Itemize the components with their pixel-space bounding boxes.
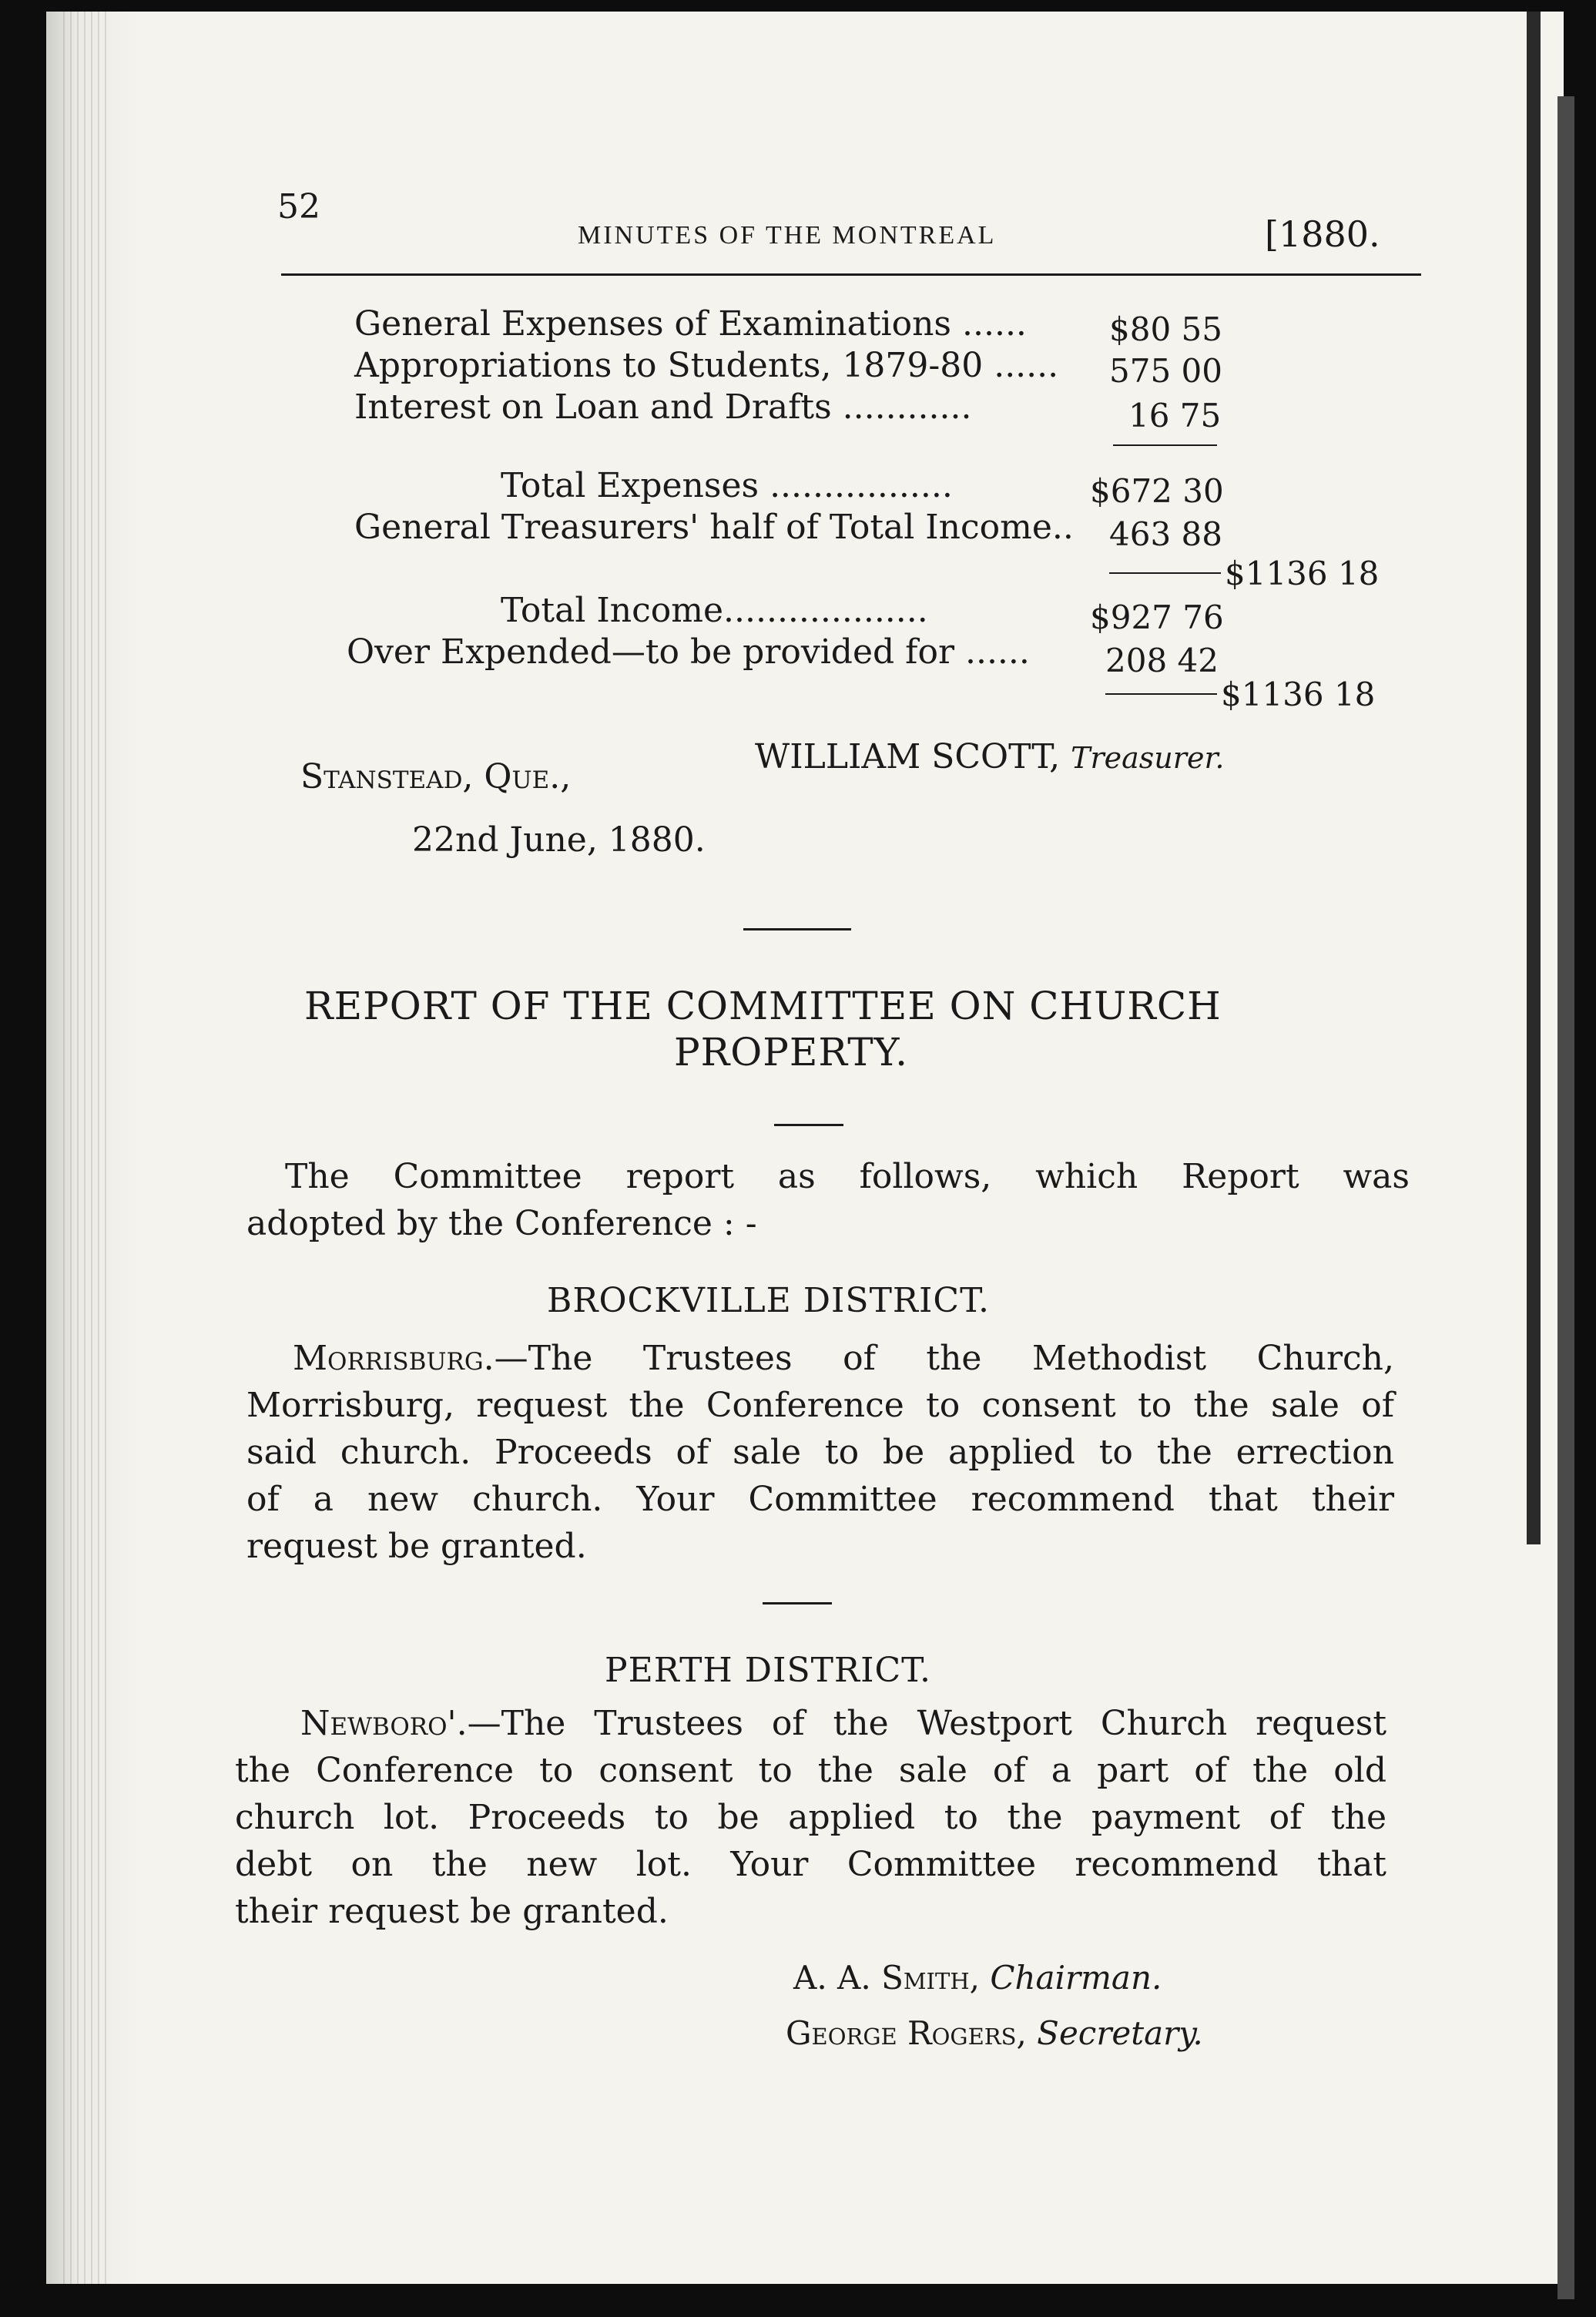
- section-paragraph-line: church lot. Proceeds to be applied to the payment of the: [235, 1798, 1386, 1837]
- subtotal-rule: [1113, 444, 1217, 446]
- section-paragraph-line: Newboro'.—The Trustees of the Westport Church request: [300, 1704, 1386, 1743]
- page-content: [46, 12, 1564, 2284]
- secretary-signature: George Rogers, Secretary.: [786, 2014, 1203, 2052]
- account-line-label: Interest on Loan and Drafts ............: [354, 387, 972, 427]
- section-paragraph-line: said church. Proceeds of sale to be applied to the errection: [246, 1433, 1394, 1472]
- account-line-amount: $927 76: [1090, 599, 1224, 636]
- treasurer-signature: WILLIAM SCOTT, Treasurer.: [755, 737, 1225, 776]
- chairman-signature: A. A. Smith, Chairman.: [793, 1959, 1162, 1997]
- section-paragraph-line: Morrisburg, request the Conference to consent to the sale of: [246, 1386, 1394, 1425]
- account-line-amount: 575 00: [1109, 352, 1222, 390]
- account-line-amount: 208 42: [1105, 642, 1219, 679]
- account-line-label: General Expenses of Examinations ......: [354, 304, 1027, 344]
- title-divider: [774, 1124, 843, 1126]
- account-line-label: Total Income...................: [501, 591, 928, 630]
- account-line-amount: 463 88: [1109, 515, 1222, 553]
- report-title-line1: REPORT OF THE COMMITTEE ON CHURCH: [304, 984, 1222, 1028]
- account-line-total: $1136 18: [1221, 676, 1376, 713]
- section-paragraph-line: of a new church. Your Committee recommend that their: [246, 1480, 1394, 1519]
- sum-rule: [1105, 693, 1217, 695]
- section-divider: [743, 928, 851, 930]
- account-line-total: $1136 18: [1225, 555, 1380, 592]
- report-place: Stanstead, Que.,: [300, 757, 572, 796]
- book-page: [46, 12, 1564, 2284]
- section-paragraph-line: the Conference to consent to the sale of a part of the old: [235, 1751, 1386, 1790]
- account-line-amount: $672 30: [1090, 472, 1224, 510]
- account-line-label: General Treasurers' half of Total Income..: [354, 508, 1074, 547]
- section-lead: Morrisburg.: [293, 1339, 495, 1378]
- account-line-label: Total Expenses .................: [501, 466, 953, 505]
- section-divider: [763, 1602, 832, 1604]
- section-paragraph-line: Morrisburg.—The Trustees of the Methodist Church,: [293, 1339, 1394, 1378]
- section-paragraph-line: their request be granted.: [235, 1892, 669, 1931]
- section-paragraph-line: debt on the new lot. Your Committee recommend that: [235, 1845, 1386, 1884]
- account-line-amount: $80 55: [1109, 310, 1222, 348]
- report-intro-line: adopted by the Conference : -: [246, 1204, 757, 1243]
- section-paragraph-line: request be granted.: [246, 1527, 587, 1566]
- header-rule: [281, 273, 1421, 276]
- report-title-line2: PROPERTY.: [674, 1030, 908, 1075]
- report-intro-line: The Committee report as follows, which Report was: [285, 1157, 1410, 1196]
- account-line-label: Over Expended—to be provided for ......: [347, 632, 1030, 672]
- district-heading: PERTH DISTRICT.: [605, 1651, 931, 1690]
- sum-rule: [1109, 572, 1221, 574]
- running-title: MINUTES OF THE MONTREAL: [578, 221, 997, 250]
- report-date: 22nd June, 1880.: [412, 820, 706, 860]
- header-year: [1880.: [1265, 213, 1380, 255]
- section-lead: Newboro'.: [300, 1704, 468, 1743]
- district-heading: BROCKVILLE DISTRICT.: [547, 1281, 990, 1320]
- account-line-label: Appropriations to Students, 1879-80 ......: [354, 346, 1059, 385]
- page-number: 52: [277, 187, 320, 226]
- account-line-amount: 16 75: [1128, 397, 1222, 434]
